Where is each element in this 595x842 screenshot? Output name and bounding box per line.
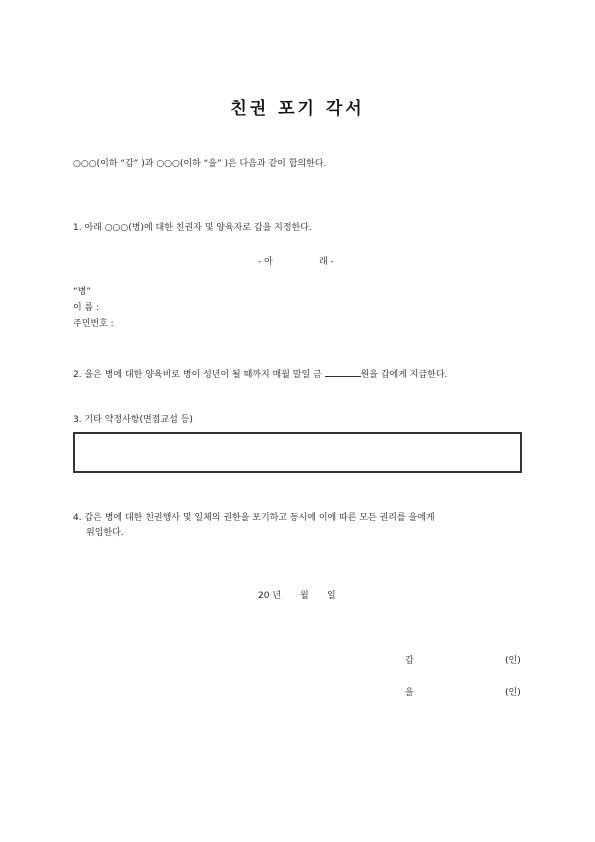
date-year: 20 년: [258, 591, 282, 601]
date-month: 월: [300, 591, 309, 601]
party-b-seal: (인): [505, 688, 521, 698]
id-number-field-label: 주민번호 :: [73, 319, 114, 329]
below-heading-left: - 아: [258, 257, 273, 267]
party-b-label: 을: [405, 688, 414, 698]
party-a-label: 갑: [405, 656, 414, 666]
party-a-seal: (인): [505, 656, 521, 666]
clause-3: 3. 기타 약정사항(면접교섭 등): [73, 415, 193, 425]
clause-4-line-1: 4. 갑은 병에 대한 친권행사 및 일체의 권한을 포기하고 동시에 이에 따른 모든 권리를 을에게: [73, 513, 435, 523]
other-agreements-box: [73, 432, 522, 473]
name-field-label: 이 름 :: [73, 303, 100, 313]
child-label: “병”: [73, 287, 92, 297]
document-title: 친권 포기 각서: [230, 99, 365, 119]
clause-2-text-b: 원을 갑에게 지급한다.: [360, 370, 448, 380]
clause-2: [73, 367, 447, 381]
clause-2-text-a: 2. 을은 병에 대한 양육비로 병이 성년이 될 때까지 매월 말일 금: [73, 370, 322, 380]
clause-1: 1. 아래 ○○○(병)에 대한 친권자 및 양육자로 갑을 지정한다.: [73, 223, 312, 233]
amount-blank: [325, 367, 361, 377]
date-day: 일: [327, 591, 336, 601]
below-heading-right: 래 -: [319, 257, 334, 267]
clause-4-line-2: 위임한다.: [86, 528, 124, 538]
intro-paragraph: ○○○(이하 “갑” )과 ○○○(이하 “을” )은 다음과 같이 합의한다.: [73, 159, 327, 169]
